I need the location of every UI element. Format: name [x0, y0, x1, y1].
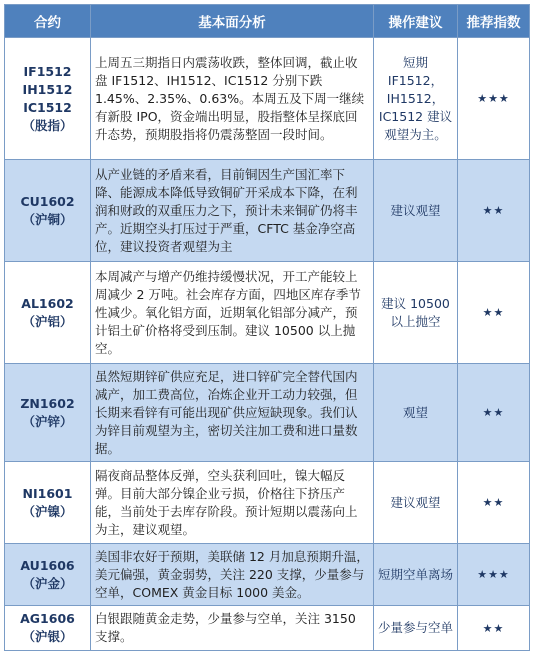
rating-stars: ★★	[458, 606, 530, 651]
table-row	[5, 262, 530, 364]
header-analysis: 基本面分析	[91, 5, 374, 38]
contract-cell: CU1602 （沪铜）	[5, 160, 91, 262]
contract-cell: NI1601 （沪镍）	[5, 462, 91, 544]
analysis-cell: 上周五三期指日内震荡收跌，整体回调，截止收盘 IF1512、IH1512、IC1512 分别下跌 1.45%、2.35%、0.63%。本周五及下周一继续有新股 IPO，资金端出明显，股指整体呈探底回升态势，预期股指将仍震荡整固一段时间。	[91, 38, 374, 160]
header-advice: 操作建议	[374, 5, 458, 38]
table-row	[5, 38, 530, 160]
contract-cell: AU1606 （沪金）	[5, 544, 91, 606]
contract-cell: AL1602 （沪铝）	[5, 262, 91, 364]
advice-cell: 短期 IF1512，IH1512，IC1512 建议观望为主。	[374, 38, 458, 160]
advice-cell: 少量参与空单	[374, 606, 458, 651]
contract-cell: AG1606 （沪银）	[5, 606, 91, 651]
analysis-cell: 白银跟随黄金走势，少量参与空单，关注 3150 支撑。	[91, 606, 374, 651]
advice-cell: 短期空单离场	[374, 544, 458, 606]
analysis-cell: 从产业链的矛盾来看，目前铜因生产国汇率下降、能源成本降低导致铜矿开采成本下降，在利润和财政的双重压力之下，预计未来铜矿仍将丰产。近期空头打压过于严重，CFTC 基金净空高位，建议投资者观望为主	[91, 160, 374, 262]
recommendation-table	[4, 4, 530, 651]
advice-cell: 建议观望	[374, 462, 458, 544]
advice-cell: 建议 10500 以上抛空	[374, 262, 458, 364]
analysis-cell: 美国非农好于预期，美联储 12 月加息预期升温，美元偏强，黄金弱势，关注 220 支撑，少量参与空单，COMEX 黄金目标 1000 美金。	[91, 544, 374, 606]
header-contract: 合约	[5, 5, 91, 38]
table-row	[5, 462, 530, 544]
analysis-cell: 本周减产与增产仍维持缓慢状况，开工产能较上周减少 2 万吨。社会库存方面，四地区库存季节性减少。氧化铝方面，近期氧化铝部分减产，预计铝土矿价格将受到压制。建议 10500 以上抛空。	[91, 262, 374, 364]
rating-stars: ★★★	[458, 544, 530, 606]
rating-stars: ★★	[458, 462, 530, 544]
table-row	[5, 606, 530, 651]
rating-stars: ★★★	[458, 38, 530, 160]
table-row	[5, 364, 530, 462]
rating-stars: ★★	[458, 160, 530, 262]
advice-cell: 观望	[374, 364, 458, 462]
contract-cell: IF1512 IH1512 IC1512 （股指）	[5, 38, 91, 160]
contract-cell: ZN1602 （沪锌）	[5, 364, 91, 462]
table-row	[5, 160, 530, 262]
advice-cell: 建议观望	[374, 160, 458, 262]
rating-stars: ★★	[458, 262, 530, 364]
rating-stars: ★★	[458, 364, 530, 462]
analysis-cell: 虽然短期锌矿供应充足，进口锌矿完全替代国内减产，加工费高位，冶炼企业开工动力较强，但长期来看锌有可能出现矿供应短缺现象。我们认为锌目前观望为主，密切关注加工费和进口量数据。	[91, 364, 374, 462]
header-rating: 推荐指数	[458, 5, 530, 38]
header-row	[5, 5, 530, 38]
table-row	[5, 544, 530, 606]
analysis-cell: 隔夜商品整体反弹，空头获利回吐，镍大幅反弹。目前大部分镍企业亏损，价格往下挤压产能，当前处于去库存阶段。预计短期以震荡向上为主，建议观望。	[91, 462, 374, 544]
